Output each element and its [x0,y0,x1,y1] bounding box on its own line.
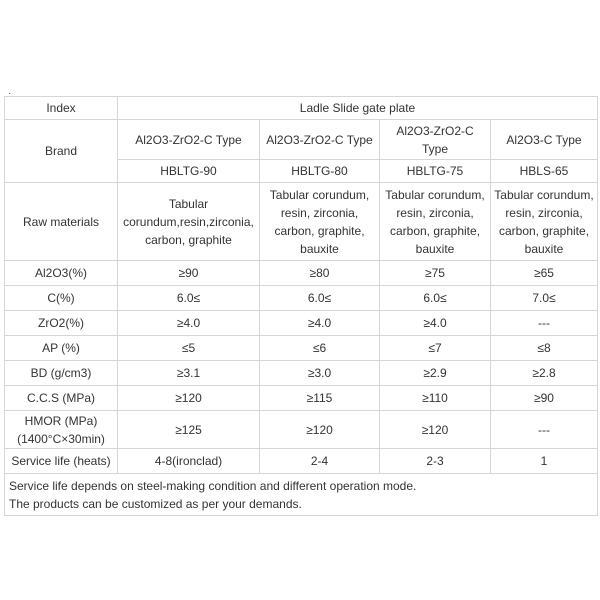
property-value: ≥80 [260,261,380,286]
property-value: ≤8 [491,336,598,361]
property-value: ≤6 [260,336,380,361]
property-value: ≥4.0 [118,311,260,336]
property-value: ≥65 [491,261,598,286]
property-row-ap [5,336,598,361]
brand-type-cell: Al2O3-ZrO2-C Type [118,120,260,160]
property-value: ≥4.0 [380,311,491,336]
property-value: 7.0≤ [491,286,598,311]
property-label: ZrO2(%) [5,311,118,336]
index-header: Index [5,97,118,120]
property-value: ≥3.1 [118,361,260,386]
service-life-value: 2-4 [260,449,380,474]
property-label: Al2O3(%) [5,261,118,286]
property-value: ≥120 [118,386,260,411]
property-value: ≥125 [118,411,260,449]
property-label: C(%) [5,286,118,311]
hmor-label [5,411,118,449]
hmor-label-line2: (1400°C×30min) [17,431,105,446]
raw-materials-label: Raw materials [5,183,118,261]
product-title: Ladle Slide gate plate [118,97,598,120]
property-label: C.C.S (MPa) [5,386,118,411]
property-value: ≥115 [260,386,380,411]
raw-materials-cell: Tabular corundum, resin, zirconia, carbon, graphite, bauxite [491,183,598,261]
property-row-zro2 [5,311,598,336]
property-value: ≥90 [491,386,598,411]
notes-cell [5,474,598,516]
brand-code-cell: HBLTG-80 [260,160,380,183]
property-value: 6.0≤ [118,286,260,311]
hmor-label-line1: HMOR (MPa) [24,413,98,428]
property-value: 6.0≤ [380,286,491,311]
property-value: 6.0≤ [260,286,380,311]
brand-type-cell: Al2O3-C Type [491,120,598,160]
title-row [5,97,598,120]
property-value: ≥2.9 [380,361,491,386]
property-value: ≥110 [380,386,491,411]
property-value: ≥4.0 [260,311,380,336]
notes-row [5,474,598,516]
brand-code-cell: HBLTG-90 [118,160,260,183]
property-row-c [5,286,598,311]
property-value: ≥75 [380,261,491,286]
property-label: AP (%) [5,336,118,361]
brand-code-cell: HBLTG-75 [380,160,491,183]
service-life-value: 2-3 [380,449,491,474]
raw-materials-row [5,183,598,261]
service-life-label: Service life (heats) [5,449,118,474]
service-life-value: 4-8(ironclad) [118,449,260,474]
property-label: BD (g/cm3) [5,361,118,386]
raw-materials-cell: Tabular corundum, resin, zirconia, carbon, graphite, bauxite [260,183,380,261]
brand-type-row [5,120,598,160]
property-row-ccs [5,386,598,411]
property-value: ≥90 [118,261,260,286]
property-value: --- [491,311,598,336]
service-life-row [5,449,598,474]
service-life-value: 1 [491,449,598,474]
property-value: ≥120 [260,411,380,449]
property-value: --- [491,411,598,449]
brand-label: Brand [5,120,118,183]
property-value: ≤7 [380,336,491,361]
note-line: The products can be customized as per your demands. [9,496,302,511]
stray-dot: · [8,88,12,99]
property-value: ≤5 [118,336,260,361]
brand-type-cell: Al2O3-ZrO2-C Type [260,120,380,160]
property-row-al2o3 [5,261,598,286]
property-value: ≥2.8 [491,361,598,386]
brand-code-cell: HBLS-65 [491,160,598,183]
property-value: ≥120 [380,411,491,449]
raw-materials-cell: Tabular corundum, resin, zirconia, carbon, graphite, bauxite [380,183,491,261]
note-line: Service life depends on steel-making condition and different operation mode. [9,478,417,493]
brand-type-cell: Al2O3-ZrO2-C Type [380,120,491,160]
property-row-bd [5,361,598,386]
raw-materials-cell: Tabular corundum,resin,zirconia, carbon, graphite [118,183,260,261]
property-value: ≥3.0 [260,361,380,386]
property-row-hmor [5,411,598,449]
specification-table [4,96,598,516]
